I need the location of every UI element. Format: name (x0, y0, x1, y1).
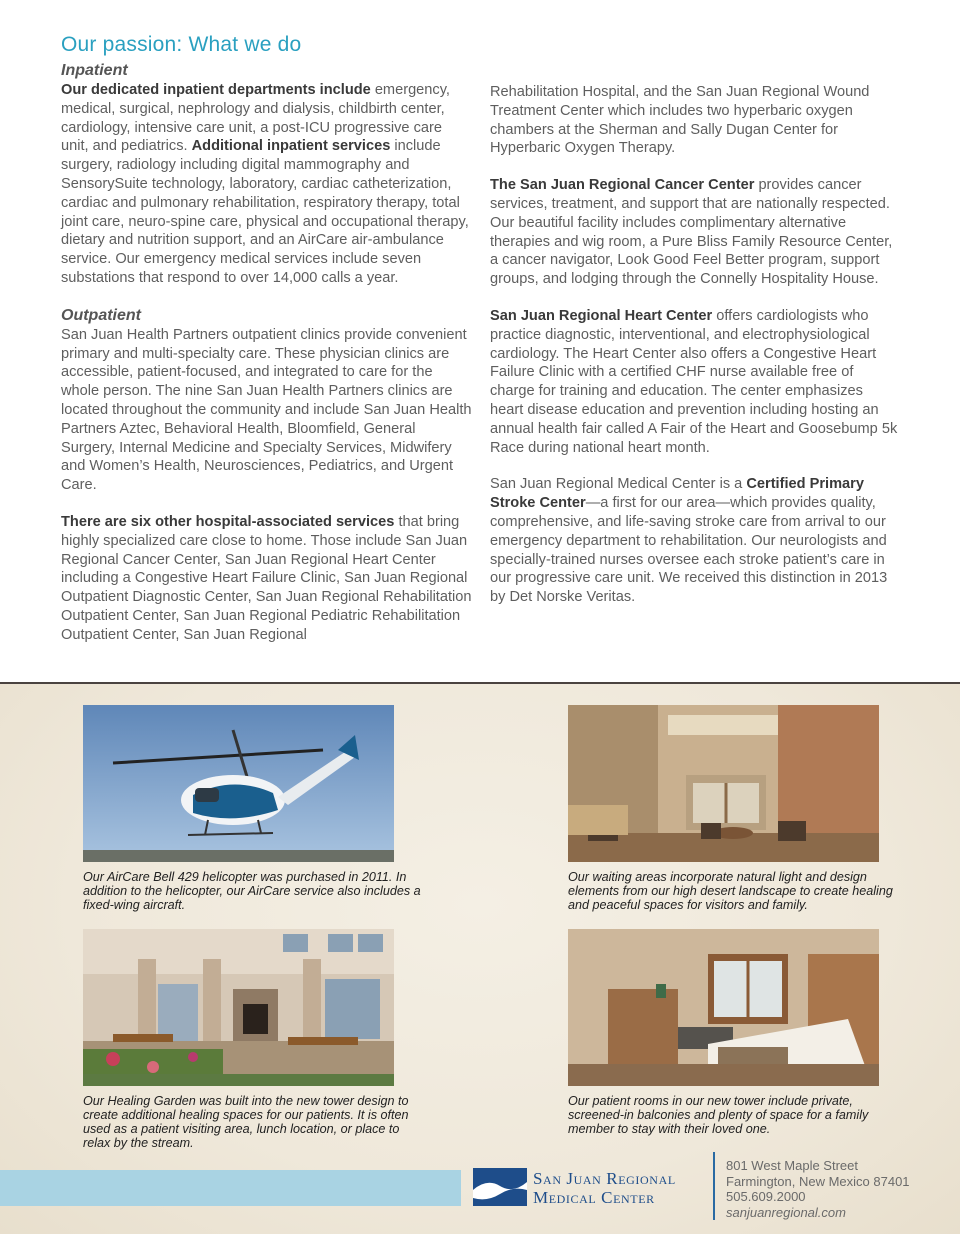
footer-divider (713, 1152, 715, 1220)
patient-room-caption: Our patient rooms in our new tower include private, screened-in balconies and plenty of space for a family member to stay with their loved one. (568, 1094, 869, 1136)
associated-services-paragraph: There are six other hospital-associated services that bring highly specialized care close to home. Those include San Juan Regional Cancer Center, San Juan Regional Heart Center including a Congestive Heart Failure Clinic, San Juan Regional Outpatient Diagnostic Center, San Juan Regional Rehabilitation Outpatient Center, San Juan Regional Pediatric Rehabilitation Outpatient Center, San Juan Regional (61, 513, 472, 643)
inpatient-heading: Inpatient (61, 62, 128, 79)
helicopter-image (83, 705, 394, 862)
street-address: 801 West Maple Street (726, 1158, 858, 1173)
inpatient-paragraph: Our dedicated inpatient departments include emergency, medical, surgical, nephrology and dialysis, childbirth center, cardiology, intensive care unit, a post-ICU progressive care unit, and pediatrics. Additional inpatient services include surgery, radiology including digital mammography and SensorySuite technology, laboratory, cardiac catheterization, cardiac and pulmonary rehabilitation, respiratory therapy, total joint care, neuro-spine care, physical and occupational therapy, dietary and nutrition support, and an AirCare air-ambulance service. Our emergency medical services include seven substations that respond to over 14,000 calls a year. (61, 82, 469, 286)
helicopter-photo (83, 705, 394, 862)
logo-line-1: San Juan Regional (533, 1169, 676, 1188)
river-logo-icon (473, 1168, 527, 1206)
inpatient-services-lead: Additional inpatient services (191, 138, 391, 155)
left-column (61, 61, 473, 645)
patient-room-image (568, 929, 879, 1086)
contact-block (726, 1158, 910, 1220)
footer-accent-bar (0, 1170, 461, 1206)
helicopter-caption: Our AirCare Bell 429 helicopter was purchased in 2011. In addition to the helicopter, our AirCare service also includes a fixed-wing aircraft. (83, 870, 421, 912)
waiting-area-photo (568, 705, 879, 862)
heart-center-paragraph: San Juan Regional Heart Center offers cardiologists who practice diagnostic, interventional, and electrophysiological cardiology. The Heart Center also offers a Congestive Heart Failure Clinic with a certified CHF nurse available free of charge for training and education. The center emphasizes heart disease education and prevention including hosting an annual health fair called A Fair of the Heart and Goosebump 5k Race during national heart month. (490, 307, 898, 456)
website-link[interactable]: sanjuanregional.com (726, 1204, 846, 1220)
logo-wordmark (533, 1169, 676, 1207)
cancer-center-lead: The San Juan Regional Cancer Center (490, 177, 755, 194)
patient-room-photo (568, 929, 879, 1086)
cancer-center-paragraph: The San Juan Regional Cancer Center provides cancer services, treatment, and support that are nationally respected. Our beautiful facility includes complimentary alternative therapies and wig room, a Pure Bliss Family Resource Center, a cancer navigator, Look Good Feel Better program, support groups, and lodging through the Connelly Hospitality House. (490, 177, 893, 288)
associated-services-lead: There are six other hospital-associated services (61, 513, 395, 530)
stroke-center-paragraph: San Juan Regional Medical Center is a Certified Primary Stroke Center—a first for our area—which provides quality, comprehensive, and life-saving stroke care from arrival to our emergency department to rehabilitation. Our neurologists and specially-trained nurses oversee each stroke patient’s care in our progressive care unit. We received this distinction in 2013 by Det Norske Veritas. (490, 476, 888, 606)
outpatient-paragraph: San Juan Health Partners outpatient clinics provide convenient primary and multi-specialty care. These physician clinics are accessible, patient-focused, and integrated to care for the whole person. The nine San Juan Health Partners clinics are located throughout the community and include San Juan Health Partners Aztec, Behavioral Health, Bloomfield, General Surgery, Internal Medicine and Specialty Services, Midwifery and Women’s Health, Neurosciences, Pediatrics, and Urgent Care. (61, 326, 472, 494)
healing-garden-image (83, 929, 394, 1086)
right-column (490, 83, 900, 607)
page-title: Our passion: What we do (61, 33, 302, 56)
healing-garden-caption: Our Healing Garden was built into the new tower design to create additional healing spaces for our patients. It is often used as a patient visiting area, lunch location, or place to relax by the stream. (83, 1094, 409, 1150)
phone-number: 505.609.2000 (726, 1189, 806, 1204)
logo-line-2: Medical Center (533, 1188, 655, 1207)
waiting-area-caption: Our waiting areas incorporate natural light and design elements from our high desert landscape to create healing and peaceful spaces for visitors and family. (568, 870, 893, 912)
waiting-area-image (568, 705, 879, 862)
city-state-zip: Farmington, New Mexico 87401 (726, 1173, 910, 1189)
outpatient-heading: Outpatient (61, 306, 141, 324)
inpatient-lead: Our dedicated inpatient departments include (61, 82, 371, 98)
stroke-center-lead: Certified Primary Stroke Center (490, 476, 864, 512)
healing-garden-photo (83, 929, 394, 1086)
rehab-paragraph: Rehabilitation Hospital, and the San Juan Regional Wound Treatment Center which includes two hyperbaric oxygen chambers at the Sherman and Sally Dugan Center for Hyperbaric Oxygen Therapy. (490, 84, 870, 157)
heart-center-lead: San Juan Regional Heart Center (490, 307, 713, 324)
